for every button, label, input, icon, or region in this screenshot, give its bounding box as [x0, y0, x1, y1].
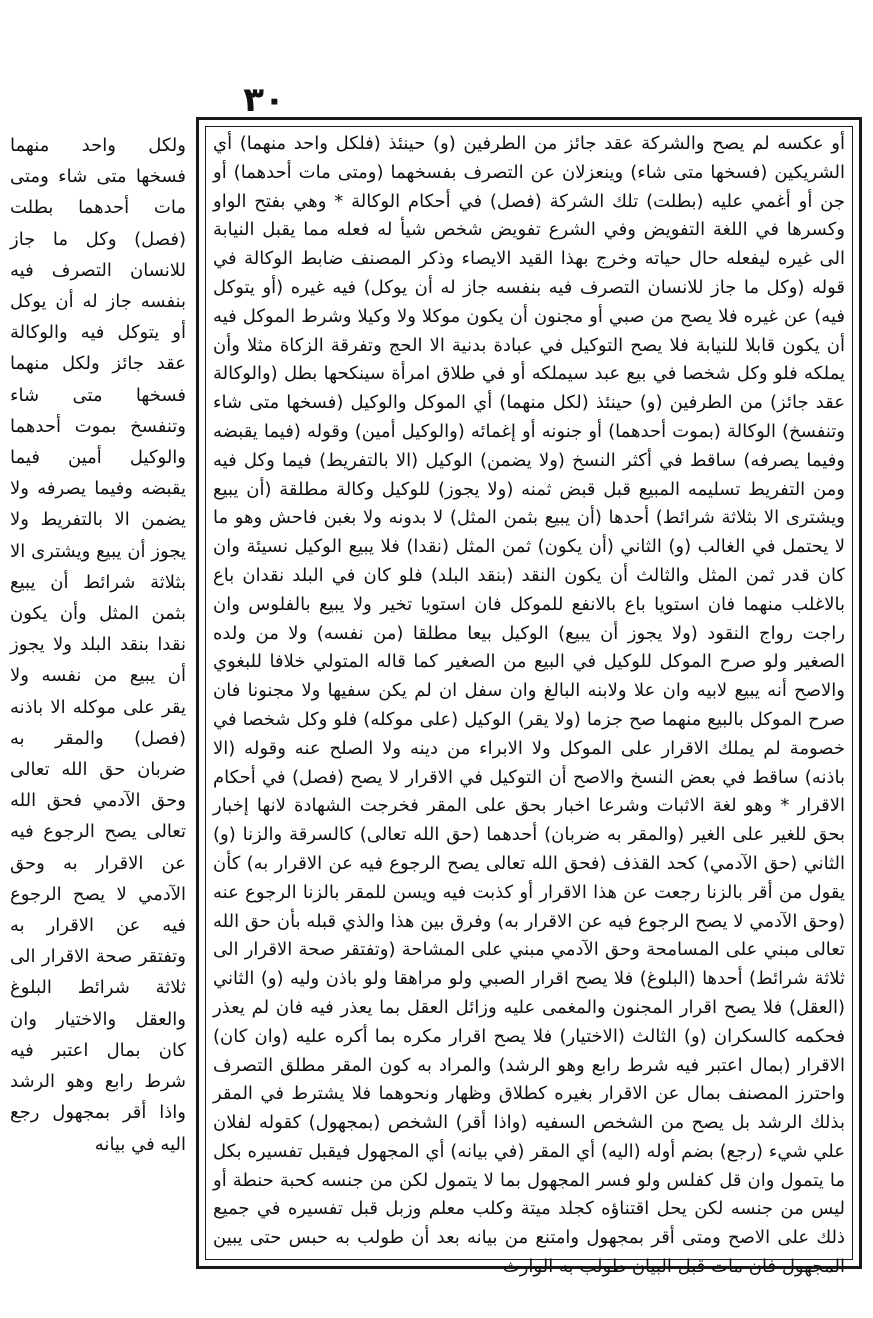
matn-column: ولكل واحد منهما فسخها متى شاء ومتى مات أحدهما بطلت (فصل) وكل ما جاز للانسان التصرف فيه بنفسه جاز له أن يوكل أو يتوكل فيه والوكالة عقد جائز ولكل منهما فسخها متى شاء وتنفسخ بموت أحدهما والوكيل أمين فيما يقبضه وفيما يصرفه ولا يضمن الا بالتفريط ولا يجوز أن يبيع ويشترى الا بثلاثة شرائط أن يبيع بثمن المثل وأن يكون نقدا بنقد البلد ولا يجوز أن يبيع من نفسه ولا يقر على موكله الا باذنه (فصل) والمقر به ضربان حق الله تعالى وحق الآدمي فحق الله تعالى يصح الرجوع فيه عن الاقرار به وحق الآدمي لا يصح الرجوع فيه عن الاقرار به وتفتقر صحة الاقرار الى ثلاثة شرائط البلوغ والعقل والاختيار وان كان بمال اعتبر فيه شرط رابع وهو الرشد واذا أقر بمجهول رجع اليه في بيانه — [10, 135, 186, 1155]
section-agency: (فصل) في أحكام الوكالة * وهي بفتح الواو وكسرها في اللغة التفويض وفي الشرع تفويض شخص شيأ له فعله مما يقبل النيابة الى غيره ليفعله حال حياته وخرج بهذا القيد الايصاء وذكر المصنف ضابط الوكالة في قوله (وكل ما جاز للانسان التصرف فيه بنفسه جاز له أن يوكل) فيه غيره (أو يتوكل فيه) عن غيره فلا يصح من صبي أو مجنون أن يكون موكلا ولا وكيلا وشرط الموكل فيه أن يكون قابلا للنيابة فلا يصح التوكيل في عبادة بدنية الا الحج وتفرقة الزكاة مثلا وأن يملكه فلو وكل شخصا في بيع عبد سيملكه أو في طلاق امرأة سينكحها بطل (والوكالة عقد جائز) من الطرفين (و) حينئذ (لكل منهما) أي الموكل والوكيل (فسخها متى شاء وتنفسخ) الوكالة (بموت أحدهما) أو جنونه أو إغمائه (والوكيل أمين) وقوله (فيما يقبضه وفيما يصرفه) ساقط في أكثر النسخ (ولا يضمن) الوكيل (الا بالتفريط) فيما وكل فيه ومن التفريط تسليمه المبيع قبل قبض ثمنه (ولا يجوز) للوكيل وكالة مطلقة (أن يبيع ويشترى الا بثلاثة شرائط) أحدها (أن يبيع بثمن المثل) لا بدونه ولا بغبن فاحش وهو ما لا يحتمل في الغالب (و) الثاني (أن يكون) ثمن المثل (نقدا) فلا يبيع الوكيل نسيئة وان كان قدر ثمن المثل والثالث أن يكون النقد (بنقد البلد) فلو كان في البلد نقدان باع بالاغلب منهما فان استويا باع بالانفع للموكل فان استويا تخير ولا يبيع بالفلوس وان راجت رواج النقود (ولا يجوز أن يبيع) الوكيل بيعا مطلقا (من نفسه) ولا من ولده الصغير ولو صرح الموكل للوكيل في البيع من الصغير كما قاله المتولي خلافا للبغوي والاصح أنه يبيع لابيه وان علا ولابنه البالغ وان سفل ان لم يكن سفيها ولا مجنونا فان صرح الموكل بالبيع منهما صح جزما (ولا يقر) الوكيل (على موكله) فلو وكل شخصا في خصومة لم يملك الاقرار على الموكل ولا الابراء من دينه ولا الصلح عنه وقوله (الا باذنه) ساقط في بعض النسخ والاصح أن التوكيل في الاقرار لا يصح — [213, 190, 845, 788]
section-acknowledgment: (فصل) في أحكام الاقرار * وهو لغة الاثبات وشرعا اخبار بحق على المقر فخرجت الشهادة لانها إخبار بحق للغير على الغير (والمقر به ضربان) أحدهما (حق الله تعالى) كالسرقة والزنا (و) الثاني (حق الآدمي) كحد القذف (فحق الله تعالى يصح الرجوع فيه عن الاقرار به) كأن يقول من أقر بالزنا رجعت عن هذا الاقرار أو كذبت فيه ويسن للمقر بالزنا الرجوع عنه (وحق الآدمي لا يصح الرجوع فيه عن الاقرار به) وفرق بين هذا والذي قبله بأن حق الله تعالى مبني على المسامحة وحق الآدمي مبني على المشاحة (وتفتقر صحة الاقرار الى ثلاثة شرائط) أحدها (البلوغ) فلا يصح اقرار الصبي ولو مراهقا ولو باذن وليه (و) الثاني (العقل) فلا يصح اقرار المجنون والمغمى عليه وزائل العقل بما يعذر فيه فان لم يعذر فحكمه كالسكران (و) الثالث (الاختيار) فلا يصح اقرار مكره بما أكره عليه (وان كان) الاقرار (بمال اعتبر فيه شرط رابع وهو الرشد) والمراد به كون المقر مطلق التصرف واحترز المصنف بمال عن الاقرار بغيره كطلاق وظهار ونحوهما فلا يشترط في المقر بذلك الرشد بل يصح من الشخص السفيه (واذا أقر) الشخص (بمجهول) كقوله لفلان علي شيء (رجع) بضم أوله (اليه) أي المقر (في بيانه) أي المجهول فيقبل تفسيره بكل ما يتمول وان قل كفلس ولو فسر المجهول بما لا يتمول لكن من جنسه كحبة حنطة أو ليس من جنسه لكن يحل اقتناؤه كجلد ميتة وكلب معلم وزبل قبل تفسيره في جميع ذلك على الاصح ومتى أقر بمجهول وامتنع من بيانه بعد أن طولب به حبس حتى يبين المجهول فان مات قبل البيان طولب به الوارث — [213, 766, 845, 1278]
paragraph-partnership-end: أو عكسه لم يصح والشركة عقد جائز من الطرفين (و) حينئذ (فلكل واحد منهما) أي الشريكين (فسخها متى شاء) وينعزلان عن التصرف بفسخهما (ومتى مات أحدهما) أو جن أو أغمي عليه (بطلت) تلك الشركة — [213, 133, 845, 212]
commentary-frame — [196, 117, 862, 1278]
commentary-text — [213, 130, 845, 1278]
page-number: ٣٠ — [243, 80, 285, 120]
